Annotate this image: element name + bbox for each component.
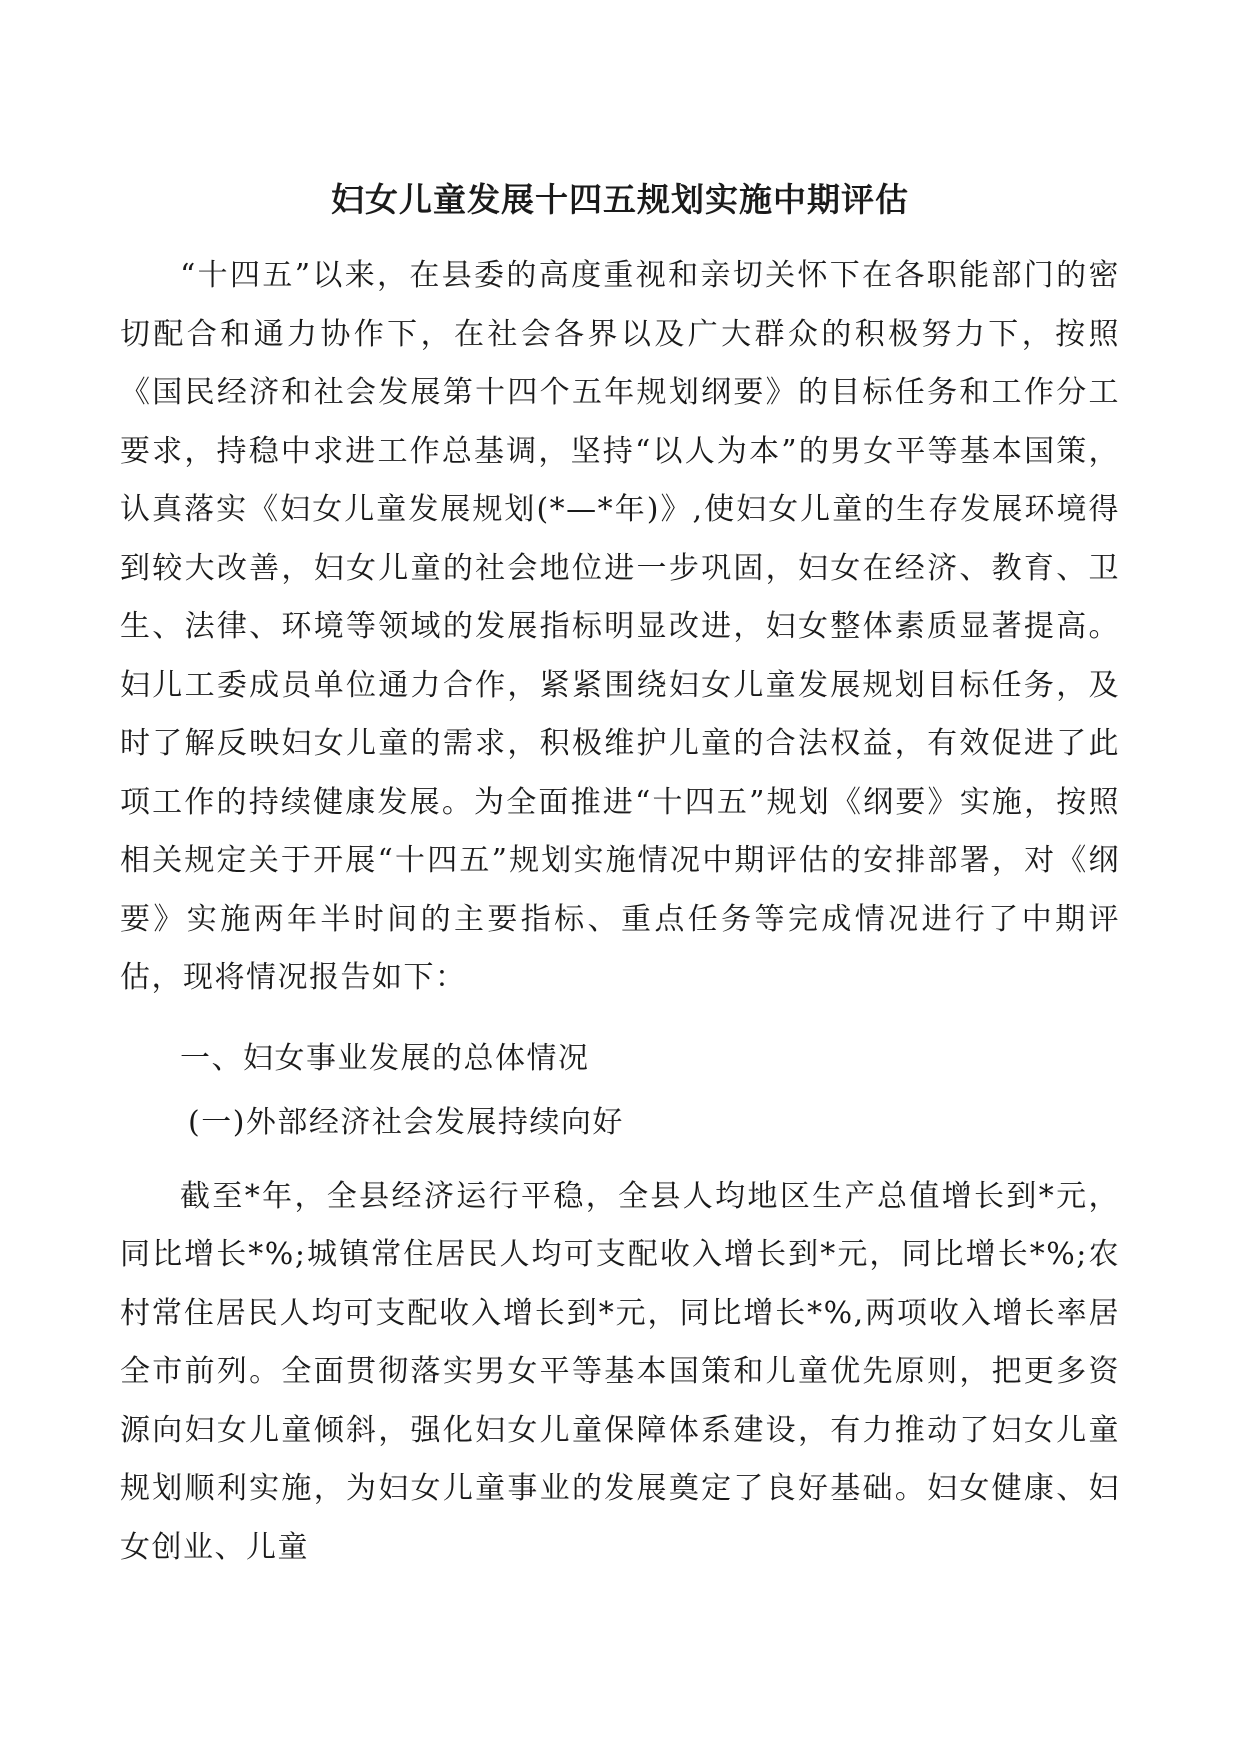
section-heading: 一、妇女事业发展的总体情况 bbox=[180, 1040, 590, 1076]
body-paragraph: 截至*年，全县经济运行平稳，全县人均地区生产总值增长到*元，同比增长*%;城镇常住居民人均可支配收入增长到*元，同比增长*%;农村常住居民人均可支配收入增长到*元，同比增长*%,两项收入增长率居全市前列。全面贯彻落实男女平等基本国策和儿童优先原则，把更多资源向妇女儿童倾斜，强化妇女儿童保障体系建设，有力推动了妇女儿童规划顺利实施，为妇女儿童事业的发展奠定了良好基础。妇女健康、妇女创业、儿童 bbox=[120, 1178, 1120, 1565]
subsection-heading: (一)外部经济社会发展持续向好 bbox=[188, 1104, 624, 1140]
document-body bbox=[120, 247, 1120, 1577]
document-title: 妇女儿童发展十四五规划实施中期评估 bbox=[331, 180, 909, 219]
body-paragraph: “十四五”以来，在县委的高度重视和亲切关怀下在各职能部门的密切配合和通力协作下，在社会各界以及广大群众的积极努力下，按照《国民经济和社会发展第十四个五年规划纲要》的目标任务和工作分工要求，持稳中求进工作总基调，坚持“以人为本”的男女平等基本国策，认真落实《妇女儿童发展规划(*—*年)》,使妇女儿童的生存发展环境得到较大改善，妇女儿童的社会地位进一步巩固，妇女在经济、教育、卫生、法律、环境等领域的发展指标明显改进，妇女整体素质显著提高。妇儿工委成员单位通力合作，紧紧围绕妇女儿童发展规划目标任务，及时了解反映妇女儿童的需求，积极维护儿童的合法权益，有效促进了此项工作的持续健康发展。为全面推进“十四五”规划《纲要》实施，按照相关规定关于开展“十四五”规划实施情况中期评估的安排部署，对《纲要》实施两年半时间的主要指标、重点任务等完成情况进行了中期评估，现将情况报告如下： bbox=[120, 258, 1120, 995]
